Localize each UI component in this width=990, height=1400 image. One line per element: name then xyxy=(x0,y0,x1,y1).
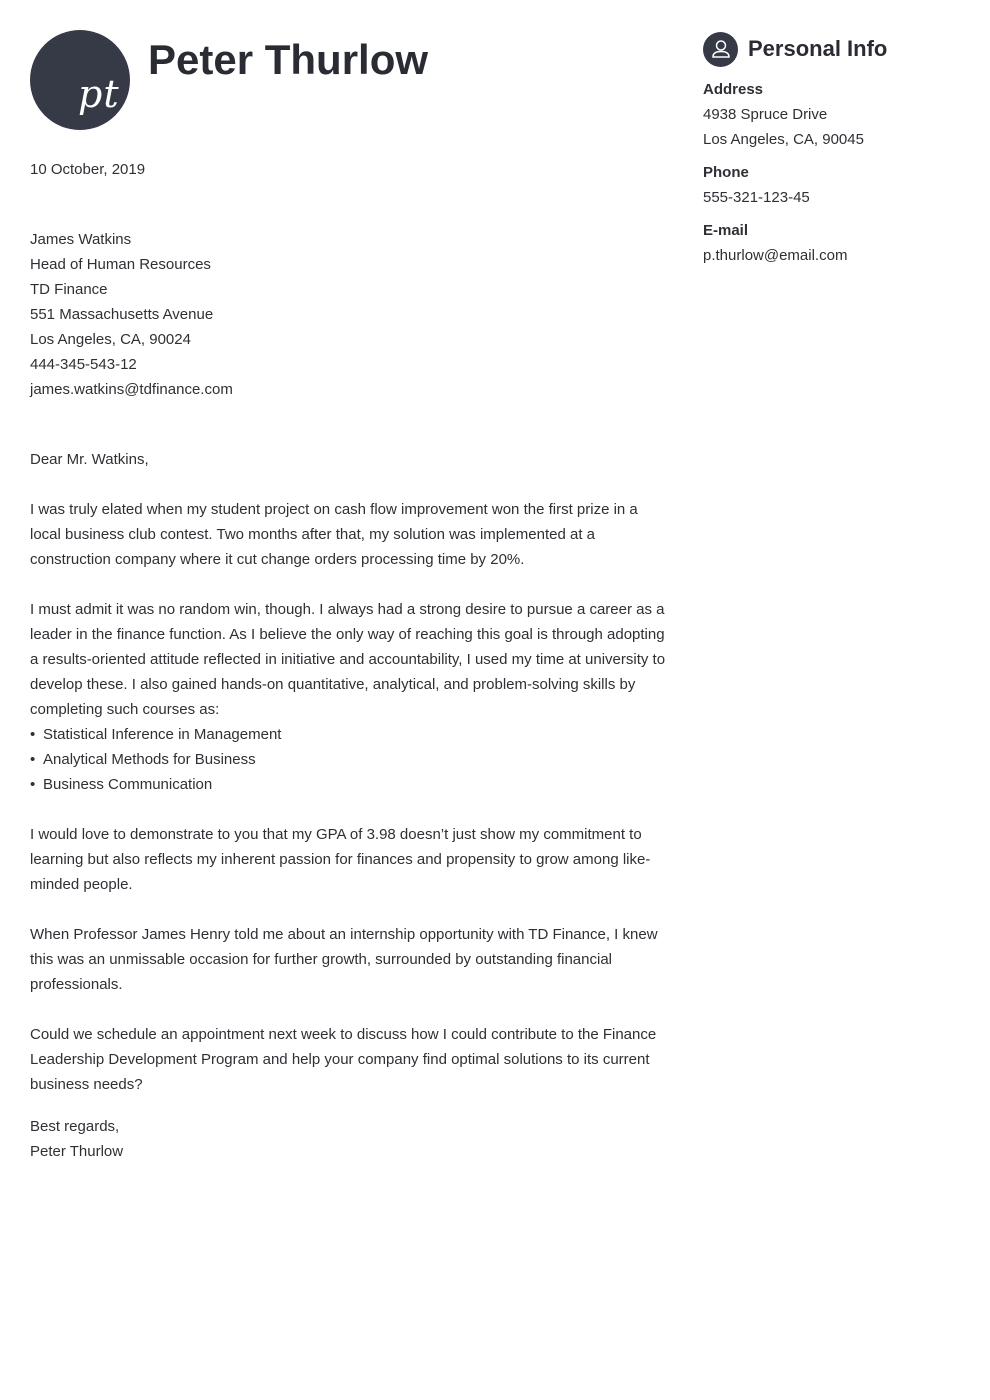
recipient-company: TD Finance xyxy=(30,281,108,298)
closing-text: Best regards, xyxy=(30,1118,120,1135)
applicant-name: Peter Thurlow xyxy=(148,36,429,83)
sidebar-header xyxy=(703,31,963,67)
course-list xyxy=(30,722,666,797)
email-label: E-mail xyxy=(703,222,749,239)
paragraph-2: I must admit it was no random win, though. I always had a strong desire to pursue a career as a leader in the finance function. As I believe the only way of reaching this goal is through adopting a results-oriented attitude reflected in initiative and accountability, I used my time at university to develop these. I also gained hands-on quantitative, analytical, and problem-solving skills by completing such courses as: xyxy=(30,601,666,718)
address-line-1: 4938 Spruce Drive xyxy=(703,106,828,123)
email-value: p.thurlow@email.com xyxy=(703,247,848,264)
list-item: • Statistical Inference in Management xyxy=(30,722,666,747)
personal-info-sidebar xyxy=(703,31,963,268)
recipient-street: 551 Massachusetts Avenue xyxy=(30,306,214,323)
recipient-city: Los Angeles, CA, 90024 xyxy=(30,331,191,348)
recipient-email: james.watkins@tdfinance.com xyxy=(30,381,233,398)
signature: Peter Thurlow xyxy=(30,1143,124,1160)
letter-body xyxy=(30,157,666,1164)
recipient-block xyxy=(30,227,666,402)
phone-value: 555-321-123-45 xyxy=(703,189,810,206)
paragraph-3: I would love to demonstrate to you that my GPA of 3.98 doesn’t just show my commitment to learning but also reflects my inherent passion for finances and propensity to grow among like-minded people. xyxy=(30,826,651,893)
letter-date: 10 October, 2019 xyxy=(30,161,146,178)
monogram-text: pt xyxy=(78,72,120,116)
recipient-phone: 444-345-543-12 xyxy=(30,356,137,373)
monogram-badge xyxy=(30,30,130,130)
paragraph-5: Could we schedule an appointment next week to discuss how I could contribute to the Finance Leadership Development Program and help your company find optimal solutions to its current business needs? xyxy=(30,1026,657,1093)
salutation: Dear Mr. Watkins, xyxy=(30,451,149,468)
recipient-name: James Watkins xyxy=(30,231,132,248)
address-label: Address xyxy=(703,81,764,98)
sidebar-title: Personal Info xyxy=(748,36,888,61)
phone-label: Phone xyxy=(703,164,749,181)
list-item: • Business Communication xyxy=(30,772,666,797)
closing-block xyxy=(30,1114,666,1164)
paragraph-4: When Professor James Henry told me about an internship opportunity with TD Finance, I knew this was an unmissable occasion for further growth, surrounded by outstanding financial professionals. xyxy=(30,926,658,993)
address-line-2: Los Angeles, CA, 90045 xyxy=(703,131,864,148)
paragraph-1: I was truly elated when my student project on cash flow improvement won the first prize in a local business club contest. Two months after that, my solution was implemented at a construction company where it cut change orders processing time by 20%. xyxy=(30,501,638,568)
list-item: • Analytical Methods for Business xyxy=(30,747,666,772)
recipient-title: Head of Human Resources xyxy=(30,256,211,273)
person-icon xyxy=(703,32,738,67)
